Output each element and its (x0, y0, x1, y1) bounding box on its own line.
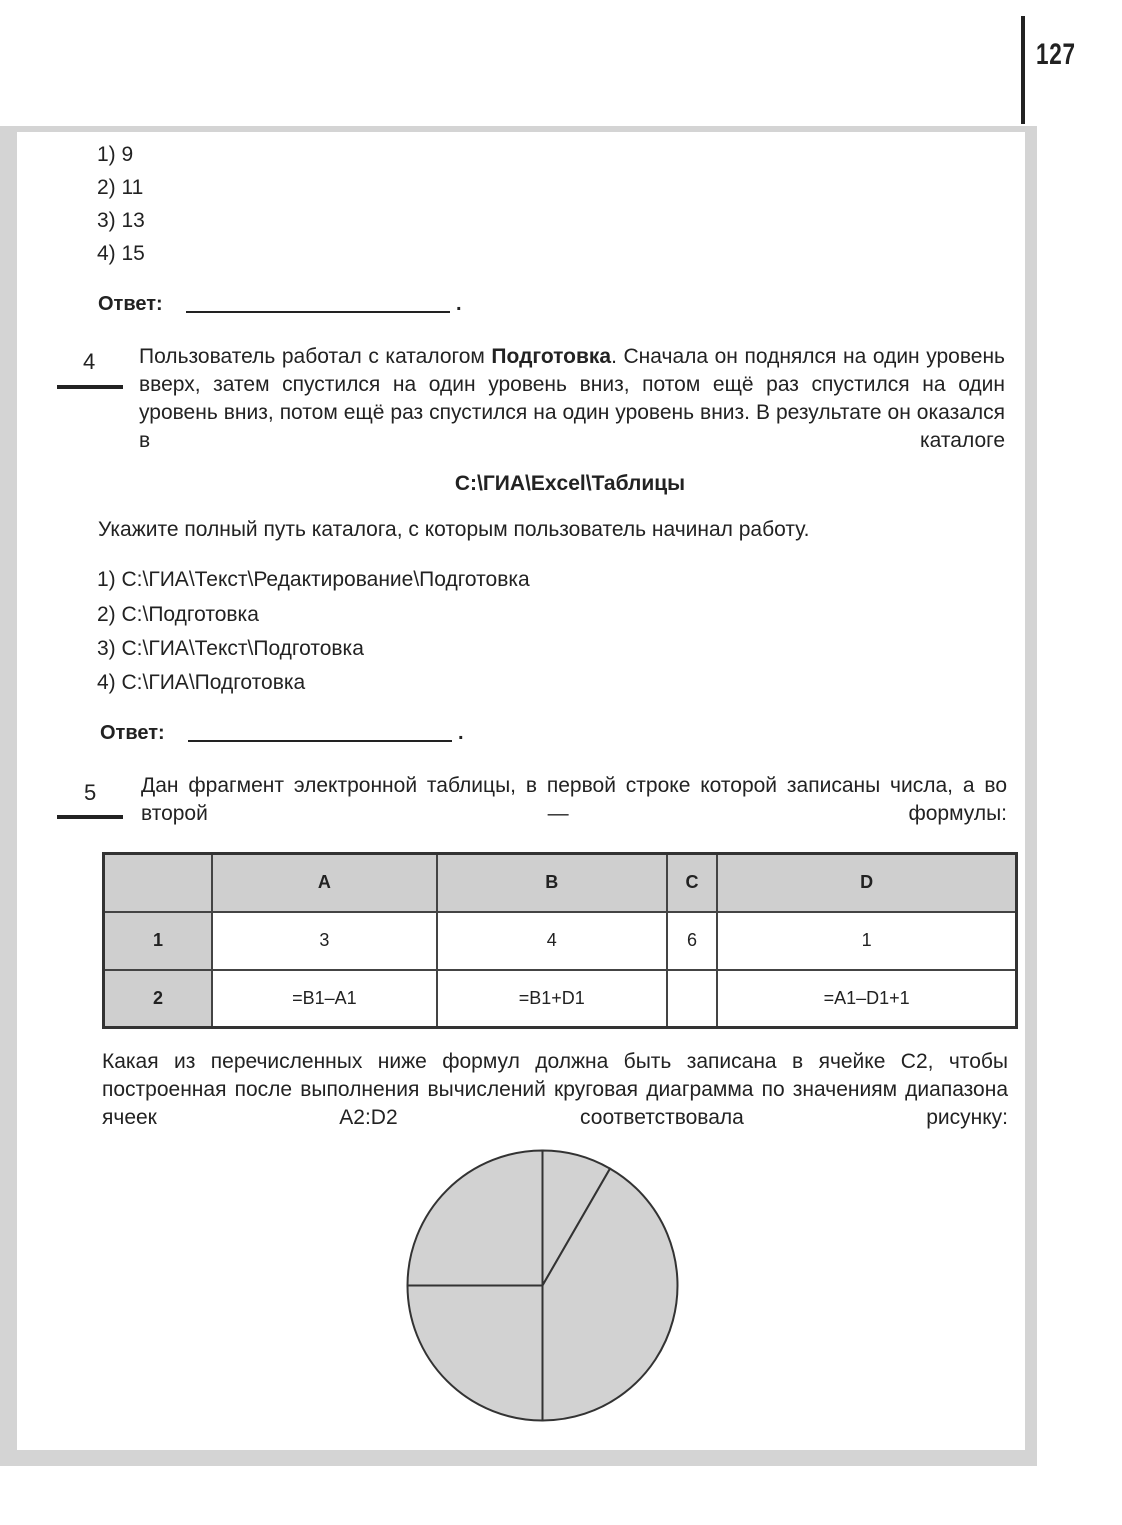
task4-option-3: 3) С:\ГИА\Текст\Подготовка (97, 637, 364, 660)
pie-slice-3 (408, 1286, 543, 1421)
task5-number-bar (57, 815, 123, 819)
pie-chart (405, 1148, 680, 1423)
sheet-cell-d1: 1 (717, 912, 1016, 970)
sheet-cell-b2: =B1+D1 (437, 970, 667, 1028)
task5-question: Какая из перечисленных ниже формул должна быть записана в ячейке С2, чтобы построенная после выполнения вычислений круговая диаграмма по значениям диапазона ячеек А2:D2 соответствовала рисунку: (102, 1050, 1008, 1129)
sheet-row-header: 2 (104, 970, 213, 1028)
sheet-cell-c1: 6 (667, 912, 718, 970)
task4-text (139, 343, 1005, 455)
task4-option-4: 4) С:\ГИА\Подготовка (97, 671, 306, 694)
task4-text-end: . Сначала он поднялся на один уровень вверх, затем спустился на один уровень вниз, потом ещё раз спустился на один уровень вниз, потом ещё раз спустился на один уровень вниз. В результате он оказался в каталоге (139, 345, 1005, 452)
task4-path: C:\ГИА\Excel\Таблицы (454, 472, 686, 495)
task3-option-3: 3) 13 (97, 209, 145, 232)
sheet-cell-b1: 4 (437, 912, 667, 970)
sheet-column-header: C (667, 854, 718, 912)
task4-bold-word: Подготовка (491, 345, 612, 368)
task3-answer-dot: . (456, 293, 462, 315)
task4-question: Укажите полный путь каталога, с которым пользователь начинал работу. (98, 518, 810, 541)
page-number: 127 (1036, 38, 1076, 71)
sheet-column-header: D (717, 854, 1016, 912)
task3-answer-line[interactable] (186, 311, 450, 313)
task5-intro: Дан фрагмент электронной таблицы, в первой строке которой записаны числа, а во второй — формулы: (141, 774, 1007, 825)
task4-answer-dot: . (458, 722, 464, 744)
task3-option-4: 4) 15 (97, 242, 145, 265)
task3-answer-label: Ответ: (98, 293, 163, 315)
task4-number: 4 (83, 349, 96, 374)
sheet-cell-a1: 3 (212, 912, 437, 970)
task4-option-1: 1) С:\ГИА\Текст\Редактирование\Подготовка (97, 568, 530, 591)
sheet-corner-cell (104, 854, 213, 912)
sheet-row-header: 1 (104, 912, 213, 970)
sheet-cell-a2: =B1–A1 (212, 970, 437, 1028)
task3-option-1: 1) 9 (97, 143, 134, 166)
task4-option-2: 2) С:\Подготовка (97, 603, 259, 626)
spreadsheet-fragment (102, 852, 1018, 1029)
task4-number-bar (57, 385, 123, 389)
task5-number: 5 (84, 780, 97, 805)
pie-chart-svg (405, 1148, 680, 1423)
task3-option-2: 2) 11 (97, 176, 144, 199)
sheet-column-header: B (437, 854, 667, 912)
pie-slice-4 (408, 1151, 543, 1286)
sheet-column-header: A (212, 854, 437, 912)
task4-answer-line[interactable] (188, 740, 452, 742)
task4-text-start: Пользователь работал с каталогом (139, 345, 492, 368)
task4-answer-label: Ответ: (100, 722, 165, 744)
sheet-cell-c2 (667, 970, 718, 1028)
page-number-rule (1021, 16, 1025, 124)
sheet-cell-d2: =A1–D1+1 (717, 970, 1016, 1028)
